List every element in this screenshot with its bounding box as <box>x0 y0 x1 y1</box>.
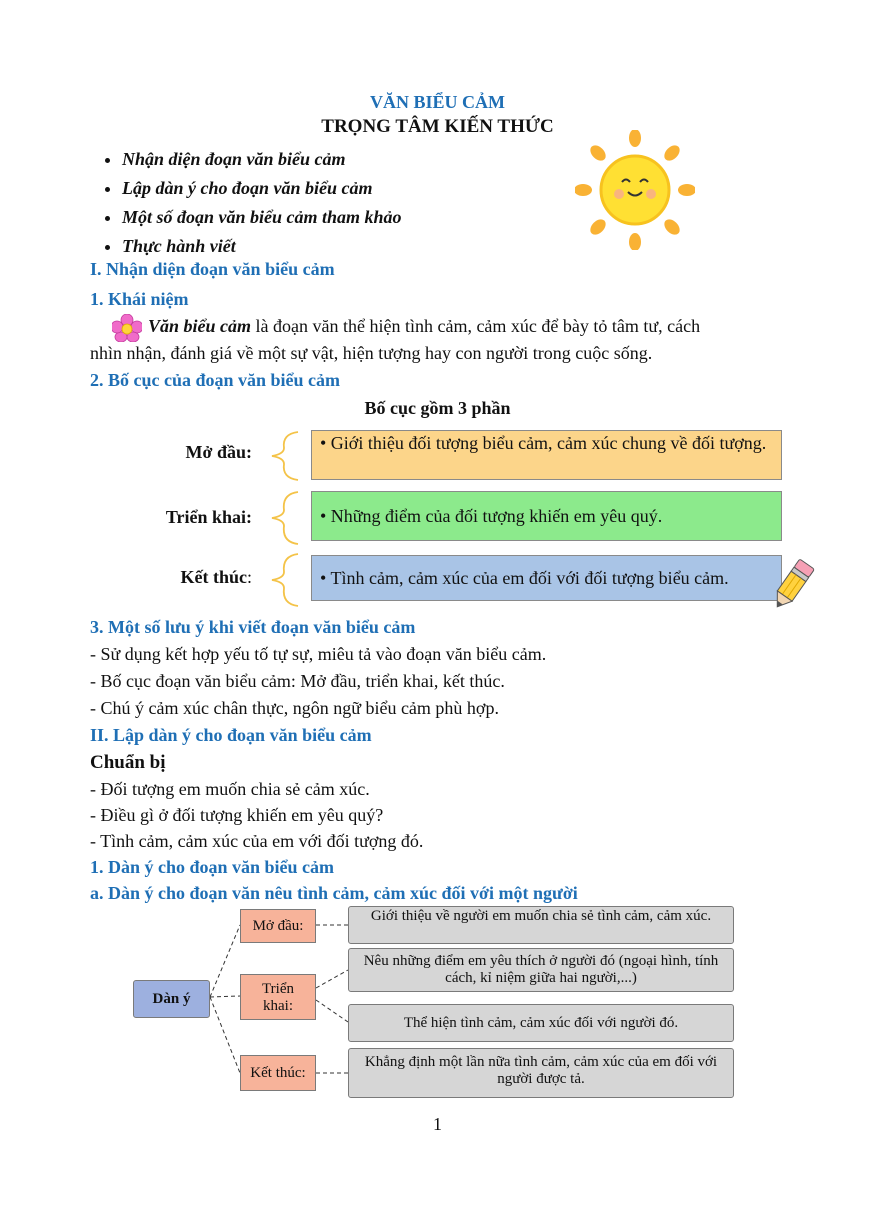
layout-label-intro: Mở đầu: <box>185 442 252 462</box>
prep-line: - Đối tượng em muốn chia sẻ cảm xúc. <box>90 779 370 799</box>
goal-item: • Lập dàn ý cho đoạn văn biểu cảm <box>122 175 402 204</box>
prep-heading: Chuẩn bị <box>90 752 166 773</box>
layout-caption: Bố cục gồm 3 phần <box>364 398 511 418</box>
subsection-heading: 1. Khái niệm <box>90 289 189 309</box>
subsection-heading: 2. Bố cục của đoạn văn biểu cảm <box>90 370 341 390</box>
layout-box-intro: • Giới thiệu đối tượng biểu cảm, cảm xúc chung về đối tượng. <box>311 430 782 480</box>
concept-text: là đoạn văn thể hiện tình cảm, cảm xúc để bày tỏ tâm tư, cách <box>251 316 701 336</box>
diagram-leaf: Nêu những điểm em yêu thích ở người đó (ngoại hình, tính cách, kỉ niệm giữa hai người,...) <box>348 948 734 992</box>
diagram-leaf: Khẳng định một lần nữa tình cảm, cảm xúc của em đối với người được tả. <box>348 1048 734 1098</box>
layout-label-body: Triển khai: <box>165 507 252 527</box>
concept-line-2: nhìn nhận, đánh giá về một sự vật, hiện tượng hay con người trong cuộc sống. <box>90 343 653 363</box>
layout-box-body: • Những điểm của đối tượng khiến em yêu quý. <box>311 491 782 541</box>
note-line: - Bố cục đoạn văn biểu cảm: Mở đầu, triển khai, kết thúc. <box>90 671 505 691</box>
layout-box-end: • Tình cảm, cảm xúc của em đối với đối tượng biểu cảm. <box>311 555 782 601</box>
subsection-heading: a. Dàn ý cho đoạn văn nêu tình cảm, cảm xúc đối với một người <box>90 883 578 903</box>
goal-item: • Nhận diện đoạn văn biểu cảm <box>122 146 402 175</box>
prep-line: - Tình cảm, cảm xúc của em với đối tượng đó. <box>90 831 424 851</box>
goal-item: • Thực hành viết <box>122 233 402 262</box>
diagram-branch-body: Triển khai: <box>240 974 316 1020</box>
layout-label-end-suffix: : <box>246 567 252 587</box>
section-heading: I. Nhận diện đoạn văn biểu cảm <box>90 259 335 279</box>
page-number: 1 <box>433 1114 442 1134</box>
note-line: - Chú ý cảm xúc chân thực, ngôn ngữ biểu cảm phù hợp. <box>90 698 499 718</box>
diagram-leaf: Giới thiệu về người em muốn chia sẻ tình cảm, cảm xúc. <box>348 906 734 944</box>
prep-line: - Điều gì ở đối tượng khiến em yêu quý? <box>90 805 384 825</box>
section-heading: II. Lập dàn ý cho đoạn văn biểu cảm <box>90 725 372 745</box>
diagram-leaf: Thể hiện tình cảm, cảm xúc đối với người đó. <box>348 1004 734 1042</box>
goal-item: • Một số đoạn văn biểu cảm tham khảo <box>122 204 402 233</box>
diagram-root: Dàn ý <box>133 980 210 1018</box>
layout-label-end-text: Kết thúc <box>180 567 247 587</box>
document-subtitle: TRỌNG TÂM KIẾN THỨC <box>321 116 554 137</box>
subsection-heading: 3. Một số lưu ý khi viết đoạn văn biểu cảm <box>90 617 416 637</box>
subsection-heading: 1. Dàn ý cho đoạn văn biểu cảm <box>90 857 335 877</box>
diagram-branch-end: Kết thúc: <box>240 1055 316 1091</box>
diagram-branch-intro: Mở đầu: <box>240 909 316 943</box>
note-line: - Sử dụng kết hợp yếu tố tự sự, miêu tả vào đoạn văn biểu cảm. <box>90 644 547 664</box>
concept-term: Văn biểu cảm <box>148 316 252 336</box>
document-title: VĂN BIỂU CẢM <box>370 92 505 112</box>
